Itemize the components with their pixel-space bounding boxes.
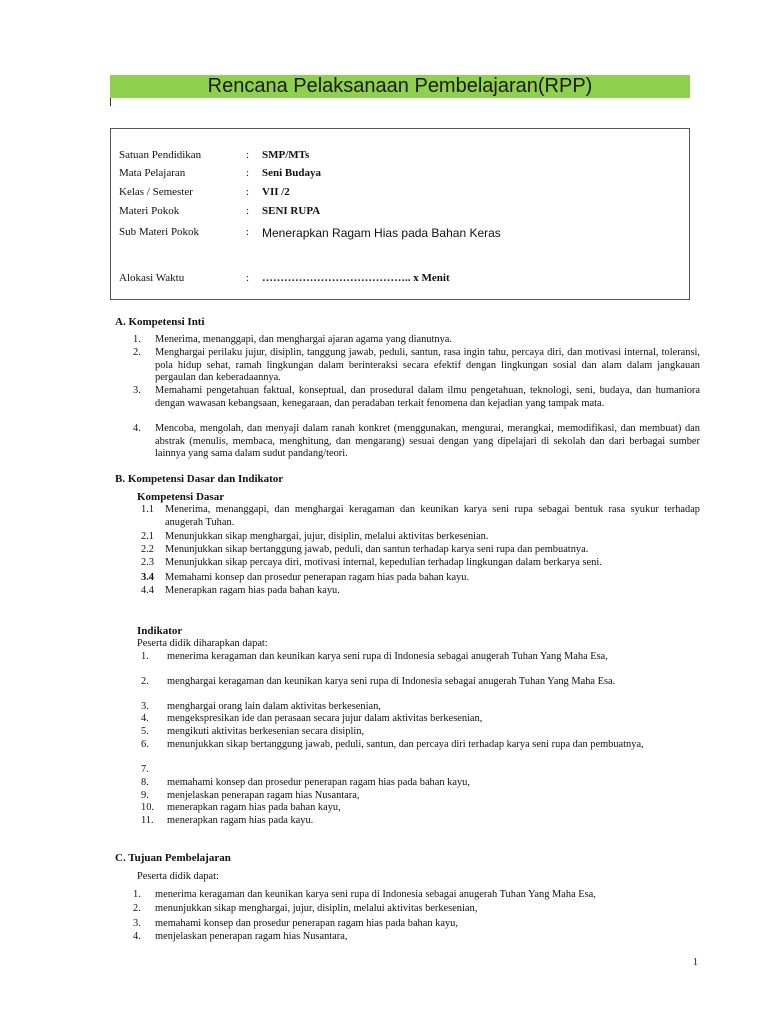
- item-text: Menunjukkan sikap bertanggung jawab, peduli, dan santun terhadap karya seni rupa dan pembuatnya.: [165, 544, 589, 555]
- item-text: Menerapkan ragam hias pada bahan kayu.: [165, 585, 340, 596]
- item-number: 3.4: [141, 572, 154, 583]
- objective-item: [133, 918, 700, 931]
- item-number: 3.: [133, 918, 141, 929]
- info-colon: :: [246, 272, 250, 284]
- info-label: Satuan Pendidikan: [119, 149, 202, 161]
- document-title: Rencana Pelaksanaan Pembelajaran(RPP): [110, 75, 690, 98]
- info-colon: :: [246, 167, 250, 179]
- item-number: 5.: [141, 726, 149, 737]
- item-number: 4.: [133, 931, 141, 942]
- item-number: 6.: [141, 739, 149, 750]
- indicator-item: [141, 651, 700, 677]
- item-number: 1.: [141, 651, 149, 662]
- item-text: memahami konsep dan prosedur penerapan ragam hias pada bahan kayu,: [167, 777, 470, 788]
- item-text: menghargai keragaman dan keunikan karya seni rupa di Indonesia sebagai anugerah Tuhan Yang Maha Esa.: [167, 676, 616, 687]
- indikator-intro: Peserta didik diharapkan dapat:: [137, 638, 268, 649]
- list-item: [133, 334, 700, 347]
- item-text: Menerima, menanggapi, dan menghargai keragaman dan keunikan karya seni rupa sebagai bentuk rasa syukur terhadap anugerah Tuhan.: [165, 504, 700, 528]
- indicator-item: [141, 802, 700, 815]
- identity-box: [110, 128, 690, 300]
- indicator-item: [141, 815, 700, 828]
- indicator-item: [141, 713, 700, 726]
- info-value: Menerapkan Ragam Hias pada Bahan Keras: [262, 226, 501, 240]
- objective-item: [133, 889, 700, 902]
- item-number: 1.1: [141, 504, 154, 515]
- info-label: Alokasi Waktu: [119, 272, 185, 284]
- info-value: SMP/MTs: [262, 149, 310, 161]
- kd-item: [141, 544, 700, 557]
- item-number: 11.: [141, 815, 154, 826]
- info-label: Mata Pelajaran: [119, 167, 186, 179]
- item-text: menerapkan ragam hias pada bahan kayu,: [167, 802, 341, 813]
- kd-item: [141, 557, 700, 570]
- section-a-heading: A. Kompetensi Inti: [115, 316, 205, 328]
- item-number: 2.1: [141, 531, 154, 542]
- indicator-item: [141, 739, 700, 765]
- item-number: 3.: [141, 701, 149, 712]
- item-text: menunjukkan sikap bertanggung jawab, peduli, santun, dan percaya diri terhadap karya seni rupa dan pembuatnya,: [167, 739, 644, 750]
- item-text: menunjukkan sikap menghargai, jujur, disiplin, melalui aktivitas berkesenian,: [155, 903, 478, 914]
- list-item: [133, 347, 700, 385]
- item-text: mengekspresikan ide dan perasaan secara jujur dalam aktivitas berkesenian,: [167, 713, 483, 724]
- item-text: Menunjukkan sikap percaya diri, motivasi internal, kepedulian terhadap lingkungan dalam berkarya seni.: [165, 557, 602, 568]
- item-text: memahami konsep dan prosedur penerapan ragam hias pada bahan kayu,: [155, 918, 458, 929]
- kd-item: [141, 531, 700, 544]
- info-colon: :: [246, 186, 250, 198]
- info-value: ………………………………….. x Menit: [262, 272, 450, 284]
- info-label: Materi Pokok: [119, 205, 180, 217]
- item-text: menjelaskan penerapan ragam hias Nusantara,: [155, 931, 348, 942]
- item-text: Menunjukkan sikap menghargai, jujur, disiplin, melalui aktivitas berkesenian.: [165, 531, 489, 542]
- section-c-heading: C. Tujuan Pembelajaran: [115, 852, 231, 864]
- page-number: 1: [693, 957, 698, 968]
- indicator-item: [141, 764, 700, 777]
- info-label: Kelas / Semester: [119, 186, 193, 198]
- item-number: 9.: [141, 790, 149, 801]
- item-text: menerapkan ragam hias pada kayu.: [167, 815, 314, 826]
- info-colon: :: [246, 226, 250, 238]
- info-value: VII /2: [262, 186, 290, 198]
- info-value: Seni Budaya: [262, 167, 321, 179]
- item-number: 2.3: [141, 557, 154, 568]
- item-text: Memahami konsep dan prosedur penerapan ragam hias pada bahan kayu.: [165, 572, 470, 583]
- item-text: Menghargai perilaku jujur, disiplin, tanggung jawab, peduli, santun, rasa ingin tahu, percaya diri, dan motivasi internal, toleransi, pola hidup sehat, ramah lingkungan dalam berinteraksi secara efektif dengan lingkungan sosial dan alam dalam jangkauan pergaulan dan keberadaannya.: [155, 347, 700, 383]
- item-number: 8.: [141, 777, 149, 788]
- item-number: 1.: [133, 889, 141, 900]
- item-number: 4.4: [141, 585, 154, 596]
- item-number: 2.: [141, 676, 149, 687]
- section-b-heading: B. Kompetensi Dasar dan Indikator: [115, 473, 284, 485]
- item-number: 2.: [133, 347, 141, 358]
- item-number: 10.: [141, 802, 154, 813]
- objective-item: [133, 931, 700, 944]
- indicator-item: [141, 726, 700, 739]
- item-number: 1.: [133, 334, 141, 345]
- kd-heading: Kompetensi Dasar: [137, 491, 225, 503]
- item-number: 4.: [141, 713, 149, 724]
- tujuan-intro: Peserta didik dapat:: [137, 871, 219, 882]
- item-text: menerima keragaman dan keunikan karya seni rupa di Indonesia sebagai anugerah Tuhan Yang Maha Esa,: [167, 651, 608, 662]
- item-number: 2.2: [141, 544, 154, 555]
- kd-item: [141, 585, 700, 598]
- indikator-heading: Indikator: [137, 625, 183, 637]
- item-text: menghargai orang lain dalam aktivitas berkesenian,: [167, 701, 381, 712]
- item-number: 2.: [133, 903, 141, 914]
- indicator-item: [141, 676, 700, 702]
- item-text: menjelaskan penerapan ragam hias Nusantara,: [167, 790, 360, 801]
- item-text: Mencoba, mengolah, dan menyaji dalam ranah konkret (menggunakan, mengurai, merangkai, memodifikasi, dan membuat) dan abstrak (menulis, membaca, menghitung, dan mengarang) sesuai dengan yang dipelajari di sekolah dan dari berbagai sumber lainnya yang sama dalam sudut pandang/teori.: [155, 423, 700, 459]
- item-text: Memahami pengetahuan faktual, konseptual, dan prosedural dalam ilmu pengetahuan, teknologi, seni, budaya, dan humaniora dengan wawasan kebangsaan, kenegaraan, dan peradaban terkait fenomena dan kejadian yang tampak mata.: [155, 385, 700, 409]
- item-number: 7.: [141, 764, 149, 775]
- item-number: 3.: [133, 385, 141, 396]
- info-colon: :: [246, 149, 250, 161]
- kd-item: [141, 572, 700, 585]
- item-text: mengikuti aktivitas berkesenian secara disiplin,: [167, 726, 365, 737]
- item-text: menerima keragaman dan keunikan karya seni rupa di Indonesia sebagai anugerah Tuhan Yang Maha Esa,: [155, 889, 596, 900]
- info-colon: :: [246, 205, 250, 217]
- info-value: SENI RUPA: [262, 205, 321, 217]
- kd-item: [141, 504, 700, 530]
- title-divider: [110, 98, 111, 106]
- indicator-item: [141, 777, 700, 790]
- info-label: Sub Materi Pokok: [119, 226, 200, 238]
- list-item: [133, 385, 700, 423]
- item-text: Menerima, menanggapi, dan menghargai ajaran agama yang dianutnya.: [155, 334, 452, 345]
- item-number: 4.: [133, 423, 141, 434]
- list-item: [133, 423, 700, 461]
- objective-item: [133, 903, 700, 916]
